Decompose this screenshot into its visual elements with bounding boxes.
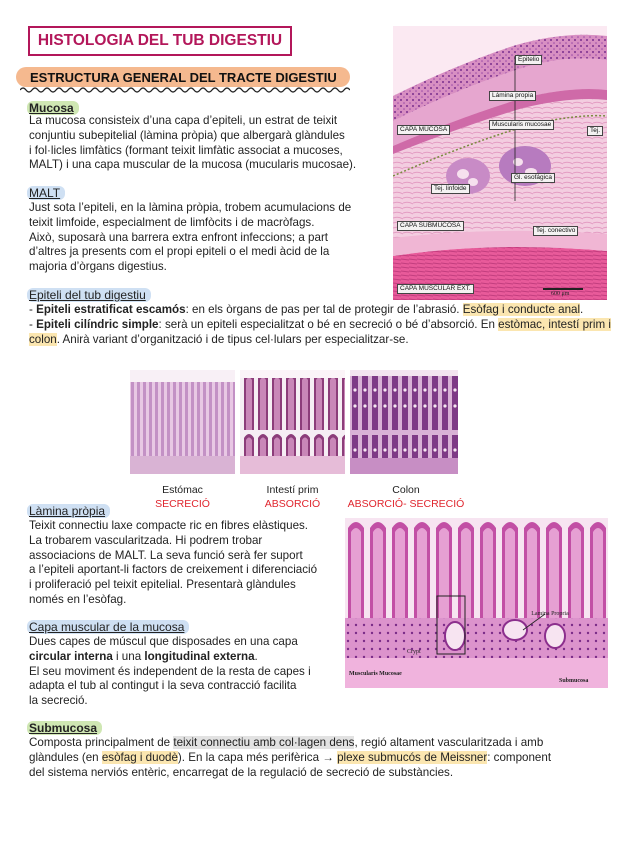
esophagus-histology-image [393, 26, 607, 300]
submucosa-section [27, 721, 102, 735]
mucosa-section [27, 101, 79, 115]
capa-muscular-text [29, 635, 347, 709]
submucosa-text [29, 736, 619, 780]
malt-line: d’altres ja presents com el propi epiteli o el medi àcid de la [29, 245, 330, 259]
capa-muscular-line: adapta el tub al contingut i la seva contracció facilita [29, 679, 297, 693]
epiteli-item-2: - Epiteli cilíndric simple: serà un epiteli especialitzat o bé en secreció o bé d’absorció. En estòmac, intestí prim i colon. Anirà variant d’organització i de tipus cel·lulars per especialitzar-se. [29, 317, 611, 346]
malt-line: Això, suposarà una barrera extra enfront infeccions; a part [29, 230, 329, 244]
intestine-histology-image [345, 518, 608, 688]
intestine-histology-figure [345, 518, 608, 688]
epiteli-item-2-bold: Epiteli cilíndric simple [36, 317, 159, 331]
epiteli-item-1: - Epiteli estratificat escamós: en els òrgans de pas per tal de protegir de l’abrasió. Esòfag i conducte anal. [29, 303, 584, 316]
capa-muscular-line: la secreció. [29, 694, 88, 708]
wavy-underline [20, 86, 350, 94]
epiteli-item-2-highlight: estòmac, intestí prim i colon [29, 317, 611, 346]
lamina-line: Teixit connectiu laxe compacte ric en fibres elàstiques. [29, 519, 309, 532]
mucosa-heading: Mucosa [27, 101, 79, 115]
histology-panels-image [130, 370, 458, 474]
panel-function-intestiprim: ABSORCIÓ [264, 498, 321, 510]
submucosa-line-2: glàndules (en esòfag i duodè). En la capa més perifèrica → plexe submucós de Meissner: component [29, 750, 552, 764]
epiteli-heading: Epiteli del tub digestiu [27, 288, 151, 302]
mucosa-text [29, 114, 389, 173]
submucosa-highlight-3: plexe submucós de Meissner [337, 750, 488, 764]
epiteli-text [29, 303, 619, 347]
label-capa-mucosa: CAPA MUCOSA [397, 125, 450, 135]
submucosa-highlight-2: esòfag i duodè [101, 750, 178, 764]
malt-text [29, 201, 389, 275]
mucosa-line: La mucosa consisteix d’una capa d’epiteli, un estrat de teixit [29, 114, 338, 127]
submucosa-line-1: Composta principalment de teixit connectiu amb col·lagen dens, regió altament vascularitzada i amb [29, 736, 544, 749]
epiteli-item-1-bold: Epiteli estratificat escamós [36, 303, 186, 316]
lamina-line: associacions de MALT. La seva funció serà fer suport [29, 548, 303, 562]
epiteli-section [27, 288, 151, 302]
lamina-line: i proliferació pel teixit epitelial. Presentarà glàndules [29, 578, 296, 592]
mucosa-line: MALT) i una capa muscular de la mucosa (mucularis mucosae). [29, 158, 357, 172]
lamina-heading: Làmina pròpia [27, 504, 110, 518]
panel-caption-colon: Colon [392, 484, 420, 496]
malt-heading: MALT [27, 186, 65, 200]
longitudinal-externa: longitudinal externa [144, 649, 255, 663]
capa-muscular-line-2: circular interna i una longitudinal externa. [29, 649, 258, 663]
panel-caption-intestiprim: Intestí prim [266, 484, 319, 496]
malt-line: teixit limfoide, especialment de limfòcits i de macròfags. [29, 215, 315, 229]
mucosa-line: conjuntiu subepitelial (làmina pròpia) que albergarà glàndules [29, 128, 345, 142]
label-muscularis-mucosae-2: Muscularis Mucosae [349, 671, 402, 677]
histology-panels [130, 370, 458, 474]
lamina-section [27, 504, 110, 518]
submucosa-line-3: del sistema nerviós entèric, encarregat de la regulació de secreció de substàncies. [29, 765, 454, 779]
panel-caption-estomac: Estómac [162, 484, 203, 496]
label-tej-limfoide: Tej. linfoide [431, 184, 470, 194]
label-crypt: Crypt [407, 649, 421, 655]
lamina-text [29, 519, 347, 608]
capa-muscular-line: El seu moviment és independent de la resta de capes i [29, 664, 311, 678]
capa-muscular-heading: Capa muscular de la mucosa [27, 620, 189, 634]
label-scale: 600 μm [551, 291, 570, 297]
epiteli-item-1-highlight: Esòfag i conducte anal [462, 303, 581, 316]
label-tej-edge: Tej. [587, 126, 603, 136]
label-muscularis-mucosae: Muscularis mucosae [489, 120, 554, 130]
label-capa-submucosa: CAPA SUBMUCOSA [397, 221, 464, 231]
panel-function-colon: ABSORCIÓ- SECRECIÓ [347, 498, 465, 510]
lamina-line: només en l’esòfag. [29, 592, 127, 606]
malt-line: Just sota l’epiteli, en la làmina pròpia, trobem acumulacions de [29, 201, 352, 214]
lamina-line: La trobarem vascularitzada. Hi podrem trobar [29, 533, 263, 547]
capa-muscular-line: Dues capes de múscul que disposades en una capa [29, 635, 298, 648]
capa-muscular-section [27, 620, 189, 634]
label-tej-conectivo: Tej. conectivo [533, 226, 578, 236]
mucosa-line: i fol·licles limfàtics (formant teixit limfàtic associat a mucoses, [29, 143, 343, 157]
label-lamina-propria: Lamina Propria [531, 611, 569, 617]
esophagus-histology-figure [393, 26, 607, 300]
label-epitelio: Epitelio [515, 55, 542, 65]
section-heading: ESTRUCTURA GENERAL DEL TRACTE DIGESTIU [16, 67, 350, 87]
page-title: HISTOLOGIA DEL TUB DIGESTIU [28, 26, 292, 56]
submucosa-heading: Submucosa [27, 721, 102, 735]
malt-section [27, 186, 65, 200]
label-capa-muscular-ext: CAPA MUSCULAR EXT. [397, 284, 474, 294]
label-submucosa-fig: Submucosa [559, 678, 589, 684]
submucosa-highlight-1: teixit connectiu amb col·lagen dens [173, 736, 355, 749]
label-lamina-propia: Lámina propia [489, 91, 536, 101]
panel-function-estomac: SECRECIÓ [155, 498, 210, 510]
circular-interna: circular interna [29, 649, 113, 663]
malt-line: majoria d’òrgans digestius. [29, 260, 167, 274]
lamina-line: a l’epiteli aportant-li factors de creixement i diferenciació [29, 563, 318, 577]
label-gl-esofagica: Gl. esofágica [511, 173, 555, 183]
